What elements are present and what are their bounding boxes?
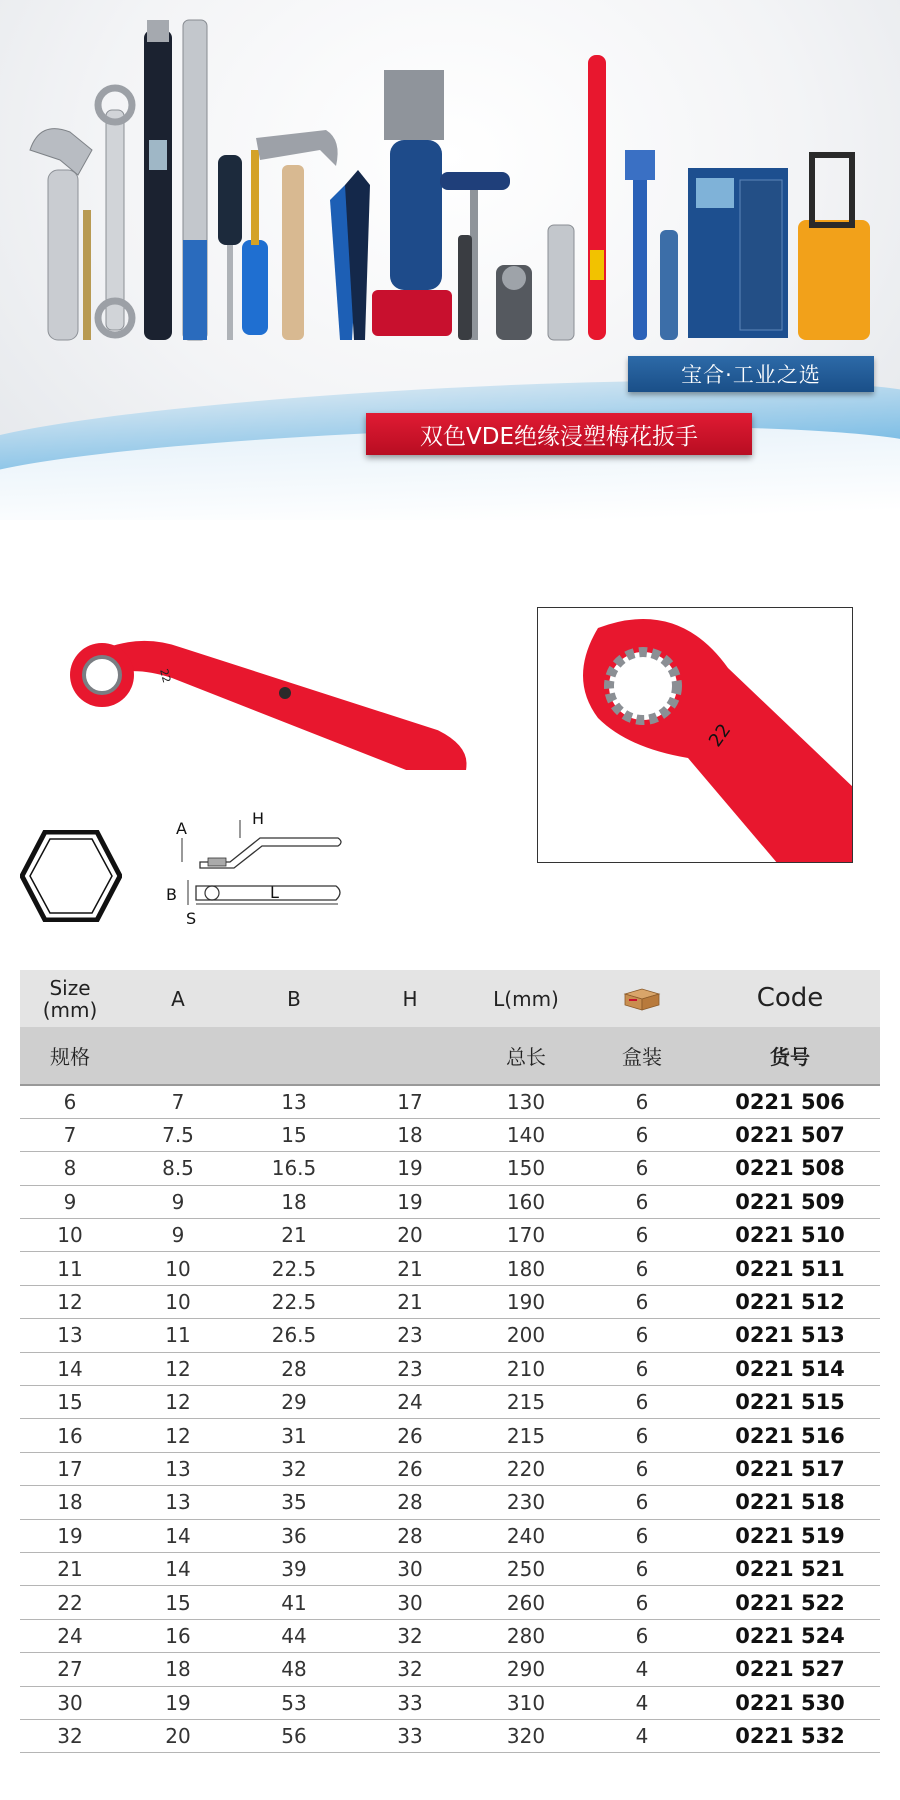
cell-size: 7 (20, 1118, 120, 1151)
cell-h: 21 (352, 1252, 468, 1285)
table-row (20, 1686, 880, 1719)
cell-a: 13 (120, 1486, 236, 1519)
cell-b: 21 (236, 1219, 352, 1252)
dim-label-s: S (186, 909, 197, 928)
header-code: Code (700, 970, 880, 1027)
cell-h: 18 (352, 1118, 468, 1151)
dimension-diagram (160, 810, 350, 930)
dim-label-h: H (252, 810, 265, 828)
cell-size: 14 (20, 1352, 120, 1385)
cell-b: 36 (236, 1519, 352, 1552)
pipe-wrench-icon (625, 150, 655, 340)
cell-box: 4 (584, 1653, 700, 1686)
cell-h: 19 (352, 1185, 468, 1218)
table-header-row-en (20, 970, 880, 1027)
cell-size: 16 (20, 1419, 120, 1452)
cell-b: 22.5 (236, 1252, 352, 1285)
cell-box: 6 (584, 1486, 700, 1519)
cardboard-box-icon (621, 987, 663, 1011)
cell-code: 0221 527 (700, 1653, 880, 1686)
cell-size: 11 (20, 1252, 120, 1285)
cell-length: 190 (468, 1285, 584, 1318)
dim-label-a: A (176, 819, 187, 838)
header-length-cn: 总长 (468, 1027, 584, 1085)
brand-tagline: 宝合·工业之选 (628, 356, 874, 392)
cell-b: 16.5 (236, 1152, 352, 1185)
closeup-size-mark: 22 (704, 720, 736, 751)
cell-a: 19 (120, 1686, 236, 1719)
cell-a: 13 (120, 1452, 236, 1485)
cell-length: 260 (468, 1586, 584, 1619)
wrench-size-mark: 22 (157, 667, 174, 685)
cell-a: 12 (120, 1386, 236, 1419)
cell-code: 0221 508 (700, 1152, 880, 1185)
cell-length: 320 (468, 1719, 584, 1752)
extension-bar-icon (458, 235, 472, 340)
table-row (20, 1619, 880, 1652)
cell-box: 6 (584, 1519, 700, 1552)
cell-length: 130 (468, 1085, 584, 1118)
table-row (20, 1285, 880, 1318)
product-title-banner: 双色VDE绝缘浸塑梅花扳手 (366, 413, 752, 455)
cell-h: 26 (352, 1419, 468, 1452)
wrench-closeup-image (537, 607, 853, 863)
dim-label-b: B (166, 885, 177, 904)
cell-size: 21 (20, 1552, 120, 1585)
header-b: B (236, 970, 352, 1027)
pliers-icon (330, 170, 370, 340)
cell-size: 19 (20, 1519, 120, 1552)
cell-code: 0221 524 (700, 1619, 880, 1652)
cell-h: 17 (352, 1085, 468, 1118)
hero-banner (0, 0, 900, 520)
table-row (20, 1152, 880, 1185)
cell-code: 0221 513 (700, 1319, 880, 1352)
cell-size: 8 (20, 1152, 120, 1185)
cell-b: 22.5 (236, 1285, 352, 1318)
cell-length: 290 (468, 1653, 584, 1686)
cell-length: 215 (468, 1419, 584, 1452)
cell-b: 29 (236, 1386, 352, 1419)
cell-code: 0221 516 (700, 1419, 880, 1452)
cell-code: 0221 522 (700, 1586, 880, 1619)
header-length: L(mm) (468, 970, 584, 1027)
table-row (20, 1586, 880, 1619)
cell-size: 27 (20, 1653, 120, 1686)
cell-length: 140 (468, 1118, 584, 1151)
vde-screwdriver-icon (242, 150, 268, 335)
cell-code: 0221 511 (700, 1252, 880, 1285)
cell-code: 0221 518 (700, 1486, 880, 1519)
header-size: Size (mm) (20, 970, 120, 1027)
table-row (20, 1452, 880, 1485)
hexagon-nut-icon (20, 830, 122, 922)
cell-box: 6 (584, 1586, 700, 1619)
cell-h: 19 (352, 1152, 468, 1185)
vde-torque-wrench-icon (588, 55, 606, 340)
cell-box: 6 (584, 1252, 700, 1285)
table-row (20, 1419, 880, 1452)
impact-socket-icon (496, 265, 532, 340)
cell-box: 6 (584, 1419, 700, 1452)
cell-b: 53 (236, 1686, 352, 1719)
cell-length: 200 (468, 1319, 584, 1352)
cell-h: 21 (352, 1285, 468, 1318)
cell-a: 8.5 (120, 1152, 236, 1185)
cell-b: 31 (236, 1419, 352, 1452)
cell-code: 0221 509 (700, 1185, 880, 1218)
cell-size: 32 (20, 1719, 120, 1752)
dim-label-l: L (270, 883, 279, 902)
cell-h: 24 (352, 1386, 468, 1419)
cell-length: 150 (468, 1152, 584, 1185)
cell-a: 14 (120, 1519, 236, 1552)
table-row (20, 1118, 880, 1151)
cell-b: 39 (236, 1552, 352, 1585)
cell-a: 20 (120, 1719, 236, 1752)
hydraulic-crimper-icon (372, 70, 452, 336)
utility-knife-icon (660, 230, 678, 340)
cell-code: 0221 530 (700, 1686, 880, 1719)
cell-a: 11 (120, 1319, 236, 1352)
cell-size: 13 (20, 1319, 120, 1352)
cell-code: 0221 532 (700, 1719, 880, 1752)
cell-code: 0221 512 (700, 1285, 880, 1318)
cell-h: 32 (352, 1619, 468, 1652)
cell-size: 9 (20, 1185, 120, 1218)
cell-b: 15 (236, 1118, 352, 1151)
cell-h: 23 (352, 1352, 468, 1385)
cell-length: 180 (468, 1252, 584, 1285)
table-row (20, 1352, 880, 1385)
cell-b: 35 (236, 1486, 352, 1519)
header-box (584, 970, 700, 1027)
cell-box: 6 (584, 1352, 700, 1385)
cell-code: 0221 515 (700, 1386, 880, 1419)
cell-h: 33 (352, 1686, 468, 1719)
specification-table (20, 970, 880, 1753)
cell-length: 240 (468, 1519, 584, 1552)
cell-h: 30 (352, 1552, 468, 1585)
cell-a: 10 (120, 1285, 236, 1318)
cell-h: 23 (352, 1319, 468, 1352)
cell-box: 6 (584, 1319, 700, 1352)
header-a-cn (120, 1027, 236, 1085)
cell-length: 170 (468, 1219, 584, 1252)
cell-a: 7.5 (120, 1118, 236, 1151)
header-box-cn: 盒装 (584, 1027, 700, 1085)
cell-box: 6 (584, 1118, 700, 1151)
table-row (20, 1486, 880, 1519)
cell-code: 0221 521 (700, 1552, 880, 1585)
table-row (20, 1185, 880, 1218)
drill-bit-icon (83, 210, 91, 340)
cell-code: 0221 510 (700, 1219, 880, 1252)
header-h: H (352, 970, 468, 1027)
table-row (20, 1552, 880, 1585)
table-row (20, 1386, 880, 1419)
cell-a: 9 (120, 1219, 236, 1252)
tool-cabinet-icon (688, 168, 788, 338)
cell-a: 9 (120, 1185, 236, 1218)
cell-length: 280 (468, 1619, 584, 1652)
header-size-cn: 规格 (20, 1027, 120, 1085)
ratchet-torque-wrench-icon (183, 20, 207, 340)
cell-box: 6 (584, 1185, 700, 1218)
cell-size: 22 (20, 1586, 120, 1619)
table-row (20, 1653, 880, 1686)
cell-length: 250 (468, 1552, 584, 1585)
cell-length: 210 (468, 1352, 584, 1385)
header-h-cn (352, 1027, 468, 1085)
cell-a: 12 (120, 1352, 236, 1385)
cell-a: 16 (120, 1619, 236, 1652)
cell-code: 0221 507 (700, 1118, 880, 1151)
cell-size: 24 (20, 1619, 120, 1652)
cell-code: 0221 514 (700, 1352, 880, 1385)
header-a: A (120, 970, 236, 1027)
cell-box: 6 (584, 1285, 700, 1318)
cell-h: 20 (352, 1219, 468, 1252)
cell-size: 12 (20, 1285, 120, 1318)
cell-b: 28 (236, 1352, 352, 1385)
cell-code: 0221 517 (700, 1452, 880, 1485)
cell-size: 6 (20, 1085, 120, 1118)
cell-a: 10 (120, 1252, 236, 1285)
table-row (20, 1085, 880, 1118)
header-code-cn: 货号 (700, 1027, 880, 1085)
screwdriver-icon (218, 155, 242, 340)
combination-wrench-icon (98, 88, 132, 335)
cell-size: 17 (20, 1452, 120, 1485)
table-row (20, 1252, 880, 1285)
header-b-cn (236, 1027, 352, 1085)
cell-box: 6 (584, 1085, 700, 1118)
cell-h: 33 (352, 1719, 468, 1752)
cell-box: 6 (584, 1552, 700, 1585)
cell-a: 7 (120, 1085, 236, 1118)
torque-wrench-icon (144, 20, 172, 340)
cell-b: 32 (236, 1452, 352, 1485)
cell-code: 0221 506 (700, 1085, 880, 1118)
cell-a: 15 (120, 1586, 236, 1619)
cell-h: 30 (352, 1586, 468, 1619)
cell-size: 10 (20, 1219, 120, 1252)
cell-b: 13 (236, 1085, 352, 1118)
cell-length: 230 (468, 1486, 584, 1519)
table-row (20, 1319, 880, 1352)
cell-size: 18 (20, 1486, 120, 1519)
cell-h: 26 (352, 1452, 468, 1485)
cell-b: 56 (236, 1719, 352, 1752)
cell-code: 0221 519 (700, 1519, 880, 1552)
table-row (20, 1219, 880, 1252)
cell-a: 14 (120, 1552, 236, 1585)
table-row (20, 1719, 880, 1752)
cell-a: 12 (120, 1419, 236, 1452)
cell-h: 32 (352, 1653, 468, 1686)
cell-length: 310 (468, 1686, 584, 1719)
cell-h: 28 (352, 1519, 468, 1552)
cell-length: 220 (468, 1452, 584, 1485)
adjustable-wrench-icon (30, 129, 92, 340)
cell-size: 15 (20, 1386, 120, 1419)
cell-length: 160 (468, 1185, 584, 1218)
cell-length: 215 (468, 1386, 584, 1419)
tool-case-icon (798, 155, 870, 340)
cell-b: 26.5 (236, 1319, 352, 1352)
cell-box: 6 (584, 1619, 700, 1652)
cell-box: 6 (584, 1219, 700, 1252)
cell-h: 28 (352, 1486, 468, 1519)
hammer-icon (256, 130, 338, 340)
cell-box: 4 (584, 1719, 700, 1752)
cell-b: 41 (236, 1586, 352, 1619)
cell-size: 30 (20, 1686, 120, 1719)
cell-b: 48 (236, 1653, 352, 1686)
bit-holder-icon (548, 225, 574, 340)
cell-a: 18 (120, 1653, 236, 1686)
table-row (20, 1519, 880, 1552)
cell-box: 4 (584, 1686, 700, 1719)
cell-b: 44 (236, 1619, 352, 1652)
cell-box: 6 (584, 1452, 700, 1485)
cell-box: 6 (584, 1386, 700, 1419)
table-header-row-cn (20, 1027, 880, 1085)
cell-box: 6 (584, 1152, 700, 1185)
cell-b: 18 (236, 1185, 352, 1218)
offset-ring-wrench-image (40, 620, 500, 770)
